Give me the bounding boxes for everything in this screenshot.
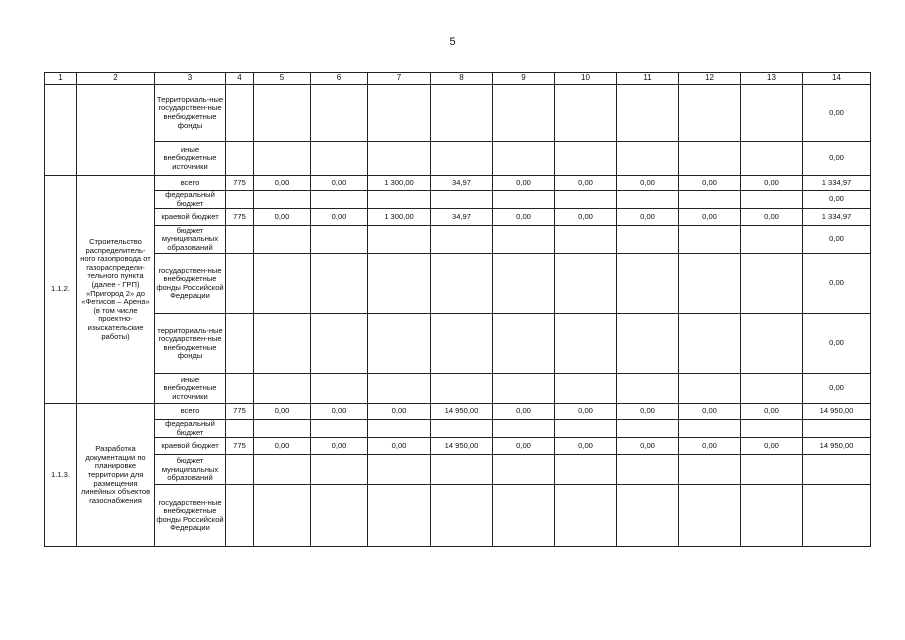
value-cell (493, 254, 555, 314)
value-cell (493, 191, 555, 209)
column-header: 14 (803, 73, 871, 85)
value-cell (254, 226, 311, 254)
column-header: 13 (741, 73, 803, 85)
funding-source: иные внебюджетные источники (155, 142, 226, 176)
value-cell: 0,00 (679, 404, 741, 420)
value-cell (617, 374, 679, 404)
value-cell: 0,00 (679, 176, 741, 191)
value-cell: 0,00 (368, 404, 431, 420)
value-cell (254, 85, 311, 142)
value-cell (368, 254, 431, 314)
funding-source: Территориаль-ные государствен-ные внебюджетные фонды (155, 85, 226, 142)
value-cell (254, 485, 311, 547)
table-row (45, 254, 871, 314)
total-cell: 0,00 (803, 254, 871, 314)
value-cell (555, 226, 617, 254)
value-cell: 0,00 (493, 438, 555, 455)
table-row (45, 142, 871, 176)
value-cell (311, 455, 368, 485)
value-cell (368, 485, 431, 547)
column-header: 6 (311, 73, 368, 85)
value-cell (679, 254, 741, 314)
total-cell: 0,00 (803, 191, 871, 209)
value-cell: 14 950,00 (431, 404, 493, 420)
value-cell: 0,00 (741, 404, 803, 420)
total-cell: 0,00 (803, 374, 871, 404)
value-cell: 0,00 (555, 404, 617, 420)
value-cell (617, 420, 679, 438)
budget-code: 775 (226, 176, 254, 191)
value-cell (311, 485, 368, 547)
column-header: 7 (368, 73, 431, 85)
column-header: 1 (45, 73, 77, 85)
value-cell: 0,00 (311, 438, 368, 455)
table-row (45, 438, 871, 455)
value-cell (368, 314, 431, 374)
value-cell (679, 455, 741, 485)
value-cell (311, 191, 368, 209)
table-row (45, 176, 871, 191)
value-cell (311, 314, 368, 374)
value-cell (617, 226, 679, 254)
value-cell (368, 420, 431, 438)
total-cell: 0,00 (803, 314, 871, 374)
value-cell: 14 950,00 (431, 438, 493, 455)
column-header: 2 (77, 73, 155, 85)
funding-source: государствен-ные внебюджетные фонды Российской Федерации (155, 254, 226, 314)
value-cell (741, 374, 803, 404)
item-number: 1.1.2. (45, 176, 77, 404)
value-cell: 0,00 (311, 404, 368, 420)
value-cell (493, 420, 555, 438)
value-cell (617, 455, 679, 485)
value-cell (431, 420, 493, 438)
value-cell (555, 142, 617, 176)
value-cell: 0,00 (555, 209, 617, 226)
value-cell (431, 485, 493, 547)
funding-source: территориаль-ные государствен-ные внебюджетные фонды (155, 314, 226, 374)
value-cell (679, 142, 741, 176)
budget-code (226, 226, 254, 254)
item-description: Разработка документации по планировке территории для размещения линейных объектов газоснабжения (77, 404, 155, 547)
value-cell (254, 142, 311, 176)
value-cell: 0,00 (368, 438, 431, 455)
funding-source: федеральный бюджет (155, 420, 226, 438)
value-cell (431, 455, 493, 485)
value-cell (555, 420, 617, 438)
table-row (45, 404, 871, 420)
value-cell (368, 142, 431, 176)
value-cell (617, 254, 679, 314)
total-cell: 1 334,97 (803, 176, 871, 191)
value-cell: 0,00 (617, 176, 679, 191)
value-cell: 1 300,00 (368, 176, 431, 191)
value-cell (311, 226, 368, 254)
value-cell: 0,00 (679, 438, 741, 455)
value-cell: 0,00 (617, 404, 679, 420)
value-cell (226, 85, 254, 142)
value-cell (555, 374, 617, 404)
value-cell: 0,00 (741, 209, 803, 226)
funding-source: федеральный бюджет (155, 191, 226, 209)
value-cell (555, 455, 617, 485)
value-cell (741, 420, 803, 438)
table-row (45, 226, 871, 254)
column-header: 4 (226, 73, 254, 85)
item-number: 1.1.3. (45, 404, 77, 547)
value-cell: 0,00 (617, 209, 679, 226)
value-cell (555, 191, 617, 209)
value-cell (493, 142, 555, 176)
value-cell (431, 314, 493, 374)
value-cell: 0,00 (254, 438, 311, 455)
table-row (45, 374, 871, 404)
funding-source: бюджет муниципальных образований (155, 226, 226, 254)
value-cell (493, 85, 555, 142)
table-row (45, 455, 871, 485)
value-cell (555, 85, 617, 142)
table-row (45, 314, 871, 374)
column-header: 12 (679, 73, 741, 85)
value-cell (493, 374, 555, 404)
value-cell (679, 374, 741, 404)
value-cell (368, 455, 431, 485)
budget-code: 775 (226, 404, 254, 420)
value-cell (431, 85, 493, 142)
budget-code (226, 374, 254, 404)
description-cell (77, 85, 155, 176)
value-cell (254, 374, 311, 404)
value-cell: 0,00 (254, 209, 311, 226)
value-cell (368, 226, 431, 254)
total-cell: 14 950,00 (803, 404, 871, 420)
column-header: 3 (155, 73, 226, 85)
value-cell: 0,00 (555, 176, 617, 191)
value-cell: 0,00 (741, 438, 803, 455)
table-body (45, 73, 871, 547)
value-cell (679, 85, 741, 142)
value-cell: 34,97 (431, 209, 493, 226)
funding-source: краевой бюджет (155, 209, 226, 226)
funding-source: бюджет муниципальных образований (155, 455, 226, 485)
value-cell (555, 314, 617, 374)
value-cell (493, 455, 555, 485)
value-cell (493, 314, 555, 374)
value-cell (431, 226, 493, 254)
value-cell: 0,00 (617, 438, 679, 455)
value-cell (555, 254, 617, 314)
value-cell: 0,00 (555, 438, 617, 455)
value-cell (617, 85, 679, 142)
budget-code (226, 420, 254, 438)
value-cell: 1 300,00 (368, 209, 431, 226)
value-cell: 0,00 (493, 176, 555, 191)
funding-source: всего (155, 404, 226, 420)
column-header: 5 (254, 73, 311, 85)
value-cell (741, 191, 803, 209)
total-cell: 0,00 (803, 226, 871, 254)
total-cell (803, 420, 871, 438)
value-cell (368, 191, 431, 209)
header-row (45, 73, 871, 85)
column-header: 11 (617, 73, 679, 85)
page-number: 5 (449, 36, 456, 48)
value-cell (617, 485, 679, 547)
value-cell (254, 254, 311, 314)
value-cell (617, 314, 679, 374)
value-cell (679, 314, 741, 374)
value-cell (679, 485, 741, 547)
value-cell (679, 420, 741, 438)
table-row (45, 420, 871, 438)
value-cell (311, 85, 368, 142)
total-cell: 1 334,97 (803, 209, 871, 226)
total-cell (803, 455, 871, 485)
value-cell (311, 254, 368, 314)
value-cell (226, 142, 254, 176)
value-cell (741, 254, 803, 314)
value-cell: 0,00 (311, 209, 368, 226)
funding-source: всего (155, 176, 226, 191)
value-cell (368, 85, 431, 142)
table-row (45, 191, 871, 209)
value-cell (431, 374, 493, 404)
value-cell (741, 485, 803, 547)
value-cell (555, 485, 617, 547)
funding-source: краевой бюджет (155, 438, 226, 455)
value-cell (741, 85, 803, 142)
funding-source: государствен-ные внебюджетные фонды Российской Федерации (155, 485, 226, 547)
value-cell: 0,00 (254, 176, 311, 191)
value-cell: 0,00 (311, 176, 368, 191)
value-cell (254, 420, 311, 438)
value-cell (741, 455, 803, 485)
budget-code (226, 485, 254, 547)
budget-code: 775 (226, 438, 254, 455)
table-row (45, 85, 871, 142)
budget-code (226, 254, 254, 314)
total-cell: 14 950,00 (803, 438, 871, 455)
table-row (45, 209, 871, 226)
column-header: 8 (431, 73, 493, 85)
funding-source: иные внебюджетные источники (155, 374, 226, 404)
total-cell (803, 485, 871, 547)
item-description: Строительство распределитель-ного газопровода от газораспредели-тельного пункта (далее - ГРП) «Пригород 2» до «Фетисов – Арена» (в том числе проектно-изыскательские работы) (77, 176, 155, 404)
value-cell: 0,00 (741, 176, 803, 191)
value-cell: 0,00 (493, 404, 555, 420)
value-cell (254, 314, 311, 374)
value-cell (679, 226, 741, 254)
column-header: 9 (493, 73, 555, 85)
value-cell: 0,00 (254, 404, 311, 420)
value-cell: 0,00 (493, 209, 555, 226)
budget-code (226, 314, 254, 374)
value-cell (431, 142, 493, 176)
value-cell (431, 191, 493, 209)
budget-code: 775 (226, 209, 254, 226)
value-cell: 34,97 (431, 176, 493, 191)
value-cell (311, 420, 368, 438)
value-cell (679, 191, 741, 209)
value-cell (368, 374, 431, 404)
value-cell (431, 254, 493, 314)
total-cell: 0,00 (803, 85, 871, 142)
budget-code (226, 455, 254, 485)
table-row (45, 485, 871, 547)
value-cell (254, 455, 311, 485)
value-cell (493, 226, 555, 254)
budget-table (44, 72, 871, 547)
value-cell (311, 142, 368, 176)
item-number-cell (45, 85, 77, 176)
total-cell: 0,00 (803, 142, 871, 176)
value-cell (617, 191, 679, 209)
column-header: 10 (555, 73, 617, 85)
value-cell (741, 142, 803, 176)
value-cell (493, 485, 555, 547)
value-cell: 0,00 (679, 209, 741, 226)
value-cell (741, 314, 803, 374)
value-cell (311, 374, 368, 404)
budget-code (226, 191, 254, 209)
value-cell (741, 226, 803, 254)
value-cell (254, 191, 311, 209)
value-cell (617, 142, 679, 176)
